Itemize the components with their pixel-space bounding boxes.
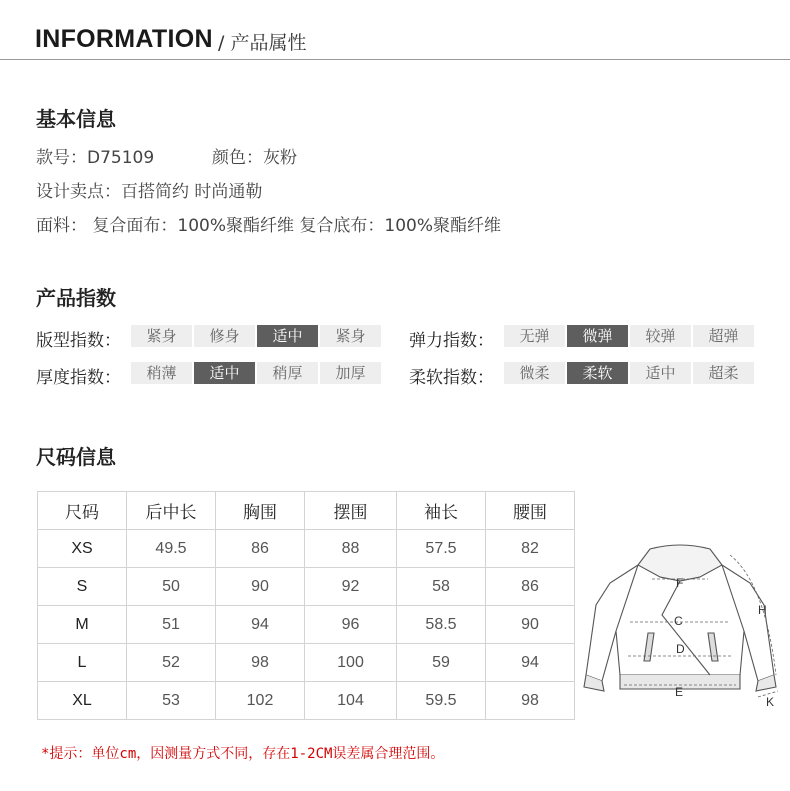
elasticity-option-selected: 微弹 xyxy=(567,325,628,347)
sleeve-cell: 57.5 xyxy=(397,530,486,568)
waist-cell: 82 xyxy=(486,530,575,568)
softness-index-scale xyxy=(504,362,756,384)
sleeve-cell: 58 xyxy=(397,568,486,606)
table-row xyxy=(38,568,575,606)
fit-index-scale xyxy=(131,325,383,347)
elasticity-option: 较弹 xyxy=(630,325,691,347)
table-row xyxy=(38,606,575,644)
jacket-measurement-diagram xyxy=(580,535,785,715)
chest-cell: 102 xyxy=(216,682,305,720)
color-info: 颜色：灰粉 xyxy=(212,148,297,168)
elasticity-index-scale xyxy=(504,325,756,347)
thickness-option-selected: 适中 xyxy=(194,362,255,384)
thickness-option: 加厚 xyxy=(320,362,381,384)
back-length-cell: 49.5 xyxy=(127,530,216,568)
hem-cell: 92 xyxy=(305,568,397,606)
model-number: 款号：D75109 xyxy=(36,148,155,168)
hem-cell: 96 xyxy=(305,606,397,644)
sleeve-cell: 58.5 xyxy=(397,606,486,644)
basic-info-title: 基本信息 xyxy=(36,107,116,131)
back-length-cell: 53 xyxy=(127,682,216,720)
col-header-chest: 胸围 xyxy=(216,492,305,530)
hem-cell: 88 xyxy=(305,530,397,568)
fit-option: 紧身 xyxy=(131,325,192,347)
col-header-hem: 摆围 xyxy=(305,492,397,530)
fit-option: 紧身 xyxy=(320,325,381,347)
size-cell: M xyxy=(38,606,127,644)
col-header-waist: 腰围 xyxy=(486,492,575,530)
waist-cell: 98 xyxy=(486,682,575,720)
col-header-back-length: 后中长 xyxy=(127,492,216,530)
waist-cell: 94 xyxy=(486,644,575,682)
waist-cell: 90 xyxy=(486,606,575,644)
thickness-index-label: 厚度指数： xyxy=(36,368,121,388)
size-cell: XL xyxy=(38,682,127,720)
table-row xyxy=(38,682,575,720)
thickness-option: 稍薄 xyxy=(131,362,192,384)
col-header-size: 尺码 xyxy=(38,492,127,530)
size-table xyxy=(37,491,575,720)
diagram-label-e: E xyxy=(675,685,684,699)
thickness-index-scale xyxy=(131,362,383,384)
softness-index-label: 柔软指数： xyxy=(409,368,494,388)
fabric-info: 面料： 复合面布：100%聚酯纤维 复合底布：100%聚酯纤维 xyxy=(36,216,502,236)
waist-cell: 86 xyxy=(486,568,575,606)
elasticity-index-label: 弹力指数： xyxy=(409,331,494,351)
table-row xyxy=(38,644,575,682)
hem-cell: 100 xyxy=(305,644,397,682)
diagram-label-h: H xyxy=(758,603,767,617)
design-selling-point: 设计卖点：百搭简约 时尚通勒 xyxy=(36,182,263,202)
diagram-label-k: K xyxy=(766,695,775,709)
chest-cell: 90 xyxy=(216,568,305,606)
sleeve-cell: 59 xyxy=(397,644,486,682)
product-index-title: 产品指数 xyxy=(36,286,116,310)
fit-option: 修身 xyxy=(194,325,255,347)
softness-option: 超柔 xyxy=(693,362,754,384)
diagram-label-c: C xyxy=(674,614,683,628)
fit-index-label: 版型指数： xyxy=(36,331,121,351)
size-info-title: 尺码信息 xyxy=(36,445,116,469)
chest-cell: 98 xyxy=(216,644,305,682)
softness-option-selected: 柔软 xyxy=(567,362,628,384)
size-cell: S xyxy=(38,568,127,606)
diagram-label-f: F xyxy=(676,576,684,590)
chest-cell: 94 xyxy=(216,606,305,644)
elasticity-option: 超弹 xyxy=(693,325,754,347)
col-header-sleeve: 袖长 xyxy=(397,492,486,530)
size-cell: XS xyxy=(38,530,127,568)
header-subtitle: / 产品属性 xyxy=(218,32,307,54)
softness-option: 微柔 xyxy=(504,362,565,384)
measurement-tip: *提示：单位cm，因测量方式不同，存在1-2CM误差属合理范围。 xyxy=(41,746,445,762)
header-divider xyxy=(0,59,790,60)
back-length-cell: 51 xyxy=(127,606,216,644)
softness-option: 适中 xyxy=(630,362,691,384)
size-table-header xyxy=(38,492,575,530)
diagram-label-d: D xyxy=(676,642,685,656)
header-title: INFORMATION xyxy=(35,25,213,53)
size-cell: L xyxy=(38,644,127,682)
back-length-cell: 50 xyxy=(127,568,216,606)
elasticity-option: 无弹 xyxy=(504,325,565,347)
fit-option-selected: 适中 xyxy=(257,325,318,347)
table-row xyxy=(38,530,575,568)
thickness-option: 稍厚 xyxy=(257,362,318,384)
sleeve-cell: 59.5 xyxy=(397,682,486,720)
hem-cell: 104 xyxy=(305,682,397,720)
chest-cell: 86 xyxy=(216,530,305,568)
back-length-cell: 52 xyxy=(127,644,216,682)
